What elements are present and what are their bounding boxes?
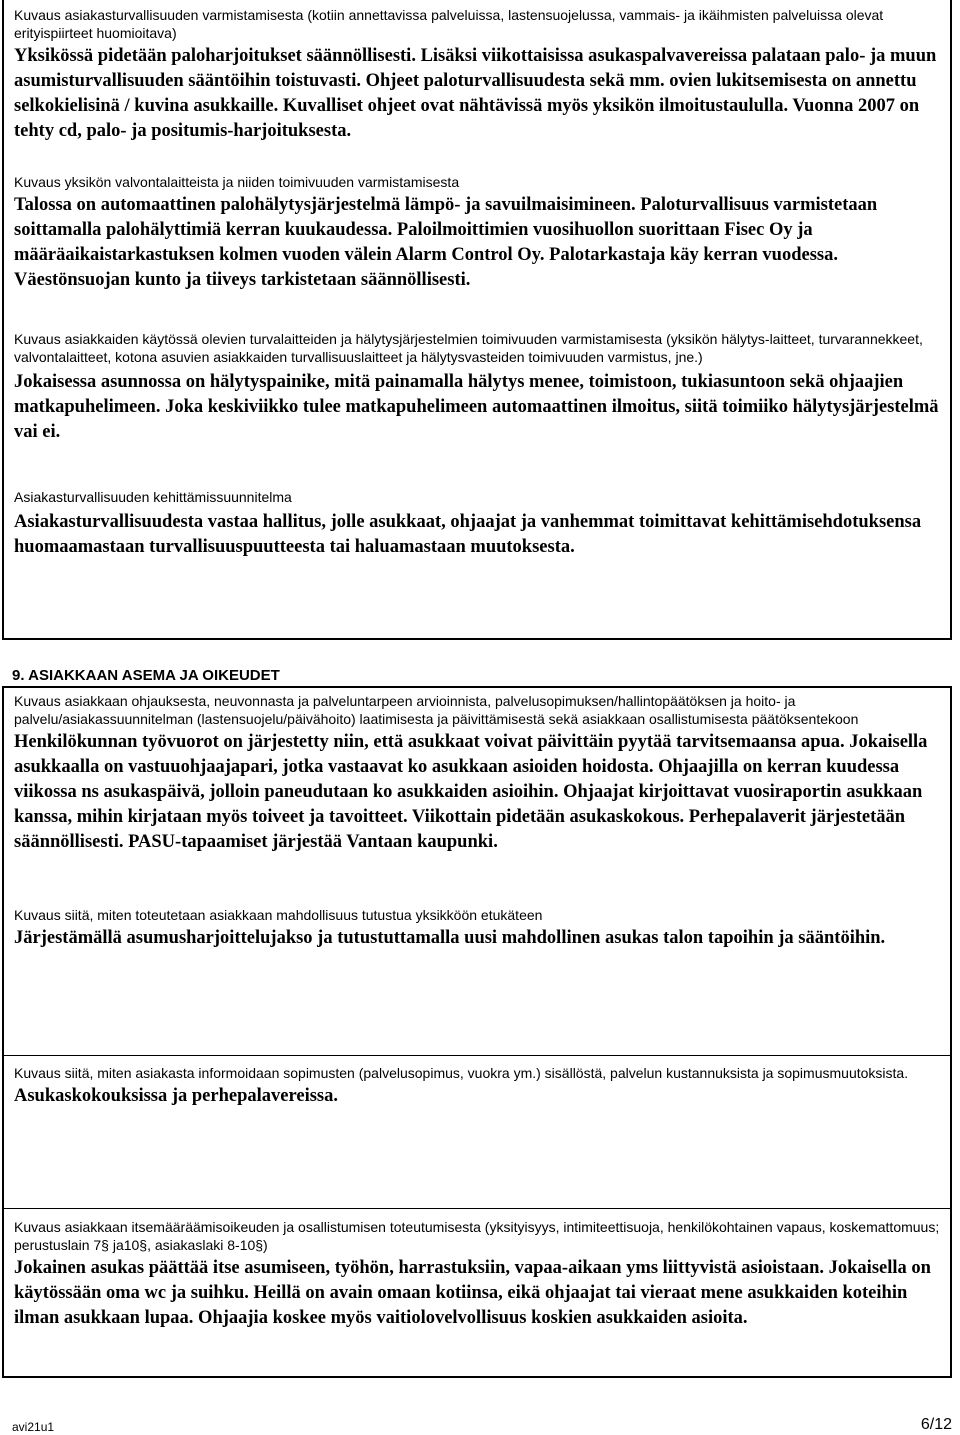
field-text: Asiakasturvallisuudesta vastaa hallitus, jolle asukkaat, ohjaajat ja vanhemmat toimittavat kehittämisehdotuksensa huomaamastaan turvallisuuspuutteesta tai haluamastaan muutoksesta. [14, 512, 922, 557]
field-label: Kuvaus siitä, miten toteutetaan asiakkaan mahdollisuus tutustua yksikköön etukäteen [14, 907, 543, 923]
section-block [14, 1064, 942, 1109]
section-block [14, 1218, 942, 1331]
section-block [14, 6, 942, 144]
divider [4, 1055, 950, 1056]
field-text: Jokaisessa asunnossa on hälytyspainike, mitä painamalla hälytys menee, toimistoon, tukiasuntoon sekä ohjaajien matkapuhelimeen. Joka keskiviikko tulee matkapuhelimeen automaattinen ilmoitus, siitä toimiiko hälytysjärjestelmä vai ei. [14, 372, 939, 442]
field-label: Kuvaus asiakkaiden käytössä olevien turvalaitteiden ja hälytysjärjestelmien toimivuuden varmistamisesta (yksikön hälytys-laitteet, turvarannekkeet, valvontalaitteet, kotona asuvien asiakkaiden turvallisuuslaitteet ja hälytysvasteiden toimivuuden varmistus, jne.) [14, 331, 923, 365]
field-label: Kuvaus asiakasturvallisuuden varmistamisesta (kotiin annettavissa palveluissa, lastensuojelussa, vammais- ja ikäihmisten palveluissa olevat erityispiirteet huomioitava) [14, 7, 884, 41]
field-label: Kuvaus yksikön valvontalaitteista ja niiden toimivuuden varmistamisesta [14, 174, 460, 190]
section-block [14, 488, 942, 560]
field-label: Kuvaus siitä, miten asiakasta informoidaan sopimusten (palvelusopimus, vuokra ym.) sisällöstä, palvelun kustannuksista ja sopimusmuutoksista. [14, 1065, 909, 1081]
field-text: Jokainen asukas päättää itse asumiseen, työhön, harrastuksiin, vapaa-aikaan yms liittyvistä asioistaan. Jokaisella on käytössään oma wc ja suihku. Heillä on avain omaan kotiinsa, eikä ohjaajat tai vieraat mene asukkaiden koteihin ilman asukkaan lupaa. Ohjaajia koskee myös vaitiolovelvollisuus koskien asukkaiden asioita. [14, 1258, 931, 1328]
field-label: Kuvaus asiakkaan itsemääräämisoikeuden ja osallistumisen toteutumisesta (yksityisyys, intimiteettisuoja, henkilökohtainen vapaus, koskemattomuus; perustuslain 7§ ja10§, asiakaslaki 8-10§) [14, 1219, 940, 1253]
section-block [14, 173, 942, 293]
document-code: avi21u1 [12, 1420, 55, 1434]
field-text: Asukaskokouksissa ja perhepalavereissa. [14, 1086, 338, 1106]
asiakasturvallisuus-section [2, 0, 952, 640]
field-label: Kuvaus asiakkaan ohjauksesta, neuvonnasta ja palveluntarpeen arvioinnista, palvelusopimuksen/hallintopäätöksen ja hoito- ja palvelu/asiakassuunnitelman (lastensuojelu/päivähoito) laatimisesta ja päivittämisestä sekä asiakkaan osallistumisesta päätöksentekoon [14, 693, 859, 727]
field-text: Yksikössä pidetään paloharjoitukset säännöllisesti. Lisäksi viikottaisissa asukaspalvavereissa palataan palo- ja muun asumisturvallisuuden sääntöihin toistuvasti. Ohjeet paloturvallisuudesta sekä mm. ovien lukitsemisesta on annettu selkokielisinä / kuvina asukkaille. Kuvalliset ohjeet ovat nähtävissä myös yksikön ilmoitustaululla. Vuonna 2007 on tehty cd, palo- ja positumis-harjoituksesta. [14, 46, 937, 141]
divider [4, 1208, 950, 1209]
section-block [14, 330, 942, 445]
page-number: 6/12 [920, 1416, 952, 1433]
section-heading: 9. ASIAKKAAN ASEMA JA OIKEUDET [12, 667, 280, 684]
field-text: Järjestämällä asumusharjoittelujakso ja tutustuttamalla uusi mahdollinen asukas talon tapoihin ja sääntöihin. [14, 928, 886, 948]
field-label: Asiakasturvallisuuden kehittämissuunnitelma [14, 489, 292, 505]
field-text: Talossa on automaattinen palohälytysjärjestelmä lämpö- ja savuilmaisimineen. Paloturvallisuus varmistetaan soittamalla palohälyttimiä kerran kuukaudessa. Paloilmoittimien vuosihuollon suorittaan Fisec Oy ja määräaikaistarkastuksen kolmen vuoden välein Alarm Control Oy. Palotarkastaja käy kerran vuodessa. Väestönsuojan kunto ja tiiveys tarkistetaan säännöllisesti. [14, 195, 878, 290]
asiakkaan-asema-section [2, 686, 952, 1378]
field-text: Henkilökunnan työvuorot on järjestetty niin, että asukkaat voivat päivittäin pyytää tarvitsemaansa apua. Jokaisella asukkaalla on vastuuohjaajapari, jotka vastaavat ko asukkaan asioiden hoidosta. Ohjaajilla on kerran kuudessa viikossa ns asukaspäivä, jolloin paneudutaan ko asukkaiden asioihin. Ohjaajat kirjoittavat vuosiraportin asukkaan kanssa, mihin kirjataan myös toiveet ja tavoitteet. Viikottain pidetään asukaskokous. Perhepalaverit järjestetään säännöllisesti. PASU-tapaamiset järjestää Vantaan kaupunki. [14, 732, 928, 852]
section-block [14, 692, 942, 855]
section-block [14, 906, 942, 951]
